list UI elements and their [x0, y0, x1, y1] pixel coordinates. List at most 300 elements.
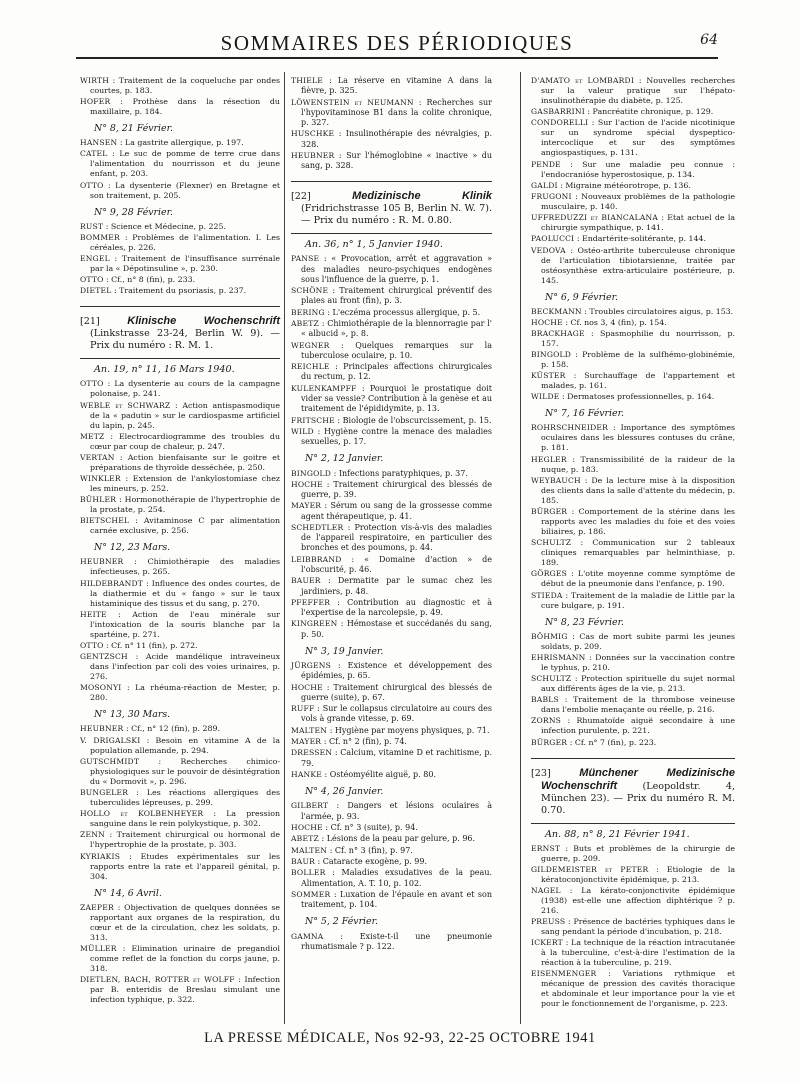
article-entry	[291, 427, 492, 447]
journal-section	[531, 758, 735, 824]
article-title: : Les réactions allergiques des tuberculides lépreuses, p. 299.	[90, 787, 280, 807]
article-entry	[531, 865, 735, 885]
article-author: REICHLE	[291, 362, 330, 372]
article-author: SCHÖNE	[291, 286, 329, 296]
issue-heading: N° 2, 12 Janvier.	[305, 453, 384, 465]
article-author: HEITE	[80, 609, 107, 619]
article-author: HEUBNER	[80, 724, 124, 734]
article-author: GÖRGES	[531, 569, 568, 579]
article-author: PAOLUCCI	[531, 234, 575, 244]
journal-section	[80, 306, 280, 359]
article-author: THIELE	[291, 76, 324, 85]
article-title: : Chimiothérapie des maladies infectieuses, p. 265.	[90, 557, 280, 577]
article-entry	[291, 834, 492, 844]
article-author: HANSEN	[80, 138, 118, 148]
article-title: : Besoin en vitamine A de la population allemande, p. 294.	[90, 735, 280, 755]
article-title: : Etiologie de la kératoconjonctivite épidémique, p. 213.	[541, 864, 735, 884]
article-author: WEYBAUCH	[531, 475, 581, 485]
article-entry	[291, 576, 492, 596]
article-title: : Comportement de la stérine dans les rapports avec les maladies du foie et des voies biliaires, p. 186.	[541, 507, 735, 536]
article-entry	[291, 480, 492, 500]
article-title: : Existence et développement des épidémies, p. 65.	[301, 661, 492, 681]
article-title: : Insulinothérapie des névralgies, p. 328.	[301, 129, 492, 149]
article-author: ZORNS	[531, 716, 562, 726]
article-author: WEGNER	[291, 340, 330, 350]
article-author: UFFREDUZZI et BIANCALANA	[531, 213, 659, 223]
article-entry	[531, 507, 735, 537]
article-author: SCHULTZ	[531, 673, 572, 683]
article-title: : Problème de la sulfhémo-globinémie, p. 158.	[541, 350, 736, 370]
article-entry	[531, 738, 735, 748]
article-author: BOLLER	[291, 868, 326, 878]
article-entry	[80, 495, 280, 515]
header-rule	[76, 57, 718, 59]
article-title: : Science et Médecine, p. 225.	[105, 221, 226, 231]
article-entry	[531, 350, 735, 370]
article-entry	[80, 453, 280, 473]
article-entry	[80, 610, 280, 640]
column-divider	[520, 72, 521, 1024]
article-entry	[531, 886, 735, 916]
article-entry	[80, 97, 280, 117]
article-author: RUFF	[291, 704, 315, 714]
article-entry	[531, 213, 735, 233]
article-title: : Electrocardiogramme des troubles du cœur par coup de chaleur, p. 247.	[90, 431, 280, 451]
article-entry	[291, 823, 492, 833]
article-entry	[531, 844, 735, 864]
article-author: BERING	[291, 307, 325, 317]
article-author: ZAEPER	[80, 902, 114, 912]
journal-name: Medizinische Klinik	[352, 190, 492, 203]
article-entry	[291, 868, 492, 888]
article-entry	[291, 362, 492, 382]
article-author: SCHEDTLER	[291, 523, 344, 532]
article-author: RUST	[80, 221, 104, 231]
article-author: ERNST	[531, 843, 561, 853]
article-entry	[531, 938, 735, 968]
article-title: : Protection spirituelle du sujet normal aux différents âges de la vie, p. 213.	[541, 673, 735, 693]
article-entry	[80, 830, 280, 850]
article-title: : Dermatoses professionnelles, p. 164.	[561, 392, 715, 402]
article-title: : Cf. n° 7 (fin), p. 223.	[569, 737, 657, 747]
article-entry	[531, 318, 735, 328]
article-author: LEIBBRAND	[291, 554, 342, 564]
article-entry	[531, 160, 735, 180]
journal-heading	[531, 767, 735, 817]
article-entry	[531, 246, 735, 286]
article-author: BECKMANN	[531, 306, 582, 316]
article-entry	[291, 619, 492, 639]
article-title: : Recherches chimico-physiologiques sur le pouvoir de désintégration du « Dormovit », p. 296.	[90, 756, 280, 786]
article-author: HEGLER	[531, 454, 567, 464]
article-title: : Dermatite par le sumac chez les jardiniers, p. 48.	[301, 576, 493, 596]
article-author: MÜLLER	[80, 943, 117, 953]
page-number: 64	[700, 32, 718, 48]
article-author: BÖHMIG	[531, 631, 568, 641]
article-author: PANSE	[291, 254, 320, 264]
journal-details: (Leopoldstr. 4, München 23). — Prix du numéro R. M. 0.70.	[541, 780, 735, 816]
article-title: : Présence de bactéries typhiques dans le sang pendant la période d'incubation, p. 218.	[541, 917, 736, 937]
article-entry	[80, 788, 280, 808]
article-author: GILBERT	[291, 801, 329, 811]
article-entry	[291, 98, 492, 129]
article-entry	[291, 555, 492, 575]
article-author: GAMNA	[291, 931, 324, 941]
article-title: : Problèmes de l'alimentation. I. Les céréales, p. 226.	[90, 232, 281, 252]
journal-heading	[291, 190, 492, 227]
article-author: CONDORELLI	[531, 118, 589, 128]
article-author: KINGREEN	[291, 619, 338, 629]
issue-heading: N° 3, 19 Janvier.	[305, 645, 384, 657]
article-entry	[80, 683, 280, 703]
article-author: BIETSCHEL	[80, 516, 130, 526]
article-entry	[531, 234, 735, 244]
article-title: : Lésions de la peau par gelure, p. 96.	[321, 834, 476, 844]
article-entry	[531, 632, 735, 652]
column-2	[291, 76, 492, 953]
article-entry	[531, 455, 735, 475]
article-entry	[80, 975, 280, 1005]
article-entry	[291, 254, 492, 285]
article-author: HOFER	[80, 97, 111, 107]
article-title: : Action antispasmodique de la « padutin » sur le cardiospasme artificiel du lapin, p. 245.	[90, 400, 280, 430]
article-author: KULENKAMPFF	[291, 383, 357, 393]
article-title: : Cf., n° 12 (fin), p. 289.	[125, 724, 220, 734]
article-author: MALTEN	[291, 845, 328, 855]
article-title: : « Domaine d'action » de l'obscurité, p. 46.	[301, 554, 493, 574]
article-entry	[531, 917, 735, 937]
article-title: : Hémostase et succédanés du sang, p. 50.	[301, 619, 493, 639]
article-author: KÜSTER	[531, 371, 566, 381]
article-author: METZ	[80, 431, 105, 441]
article-title: : Hygiène par moyens physiques, p. 71.	[329, 725, 490, 735]
article-title: : Traitement chirurgical des blessés de guerre (suite), p. 67.	[301, 682, 493, 702]
article-title: : Traitement chirurgical des blessés de guerre, p. 39.	[301, 479, 493, 500]
article-entry	[291, 76, 492, 96]
article-entry	[291, 661, 492, 681]
article-entry	[80, 852, 280, 882]
article-author: DIETEL	[80, 286, 112, 296]
column-3	[531, 76, 735, 1011]
issue-heading: An. 36, n° 1, 5 Janvier 1940.	[305, 239, 443, 251]
article-title: : Etudes expérimentales sur les rapports entre la rate et l'appareil génital, p. 304.	[90, 851, 280, 881]
article-title: : La rhéuma-réaction de Mester, p. 280.	[90, 683, 280, 703]
article-entry	[291, 151, 492, 171]
article-title: : Le suc de pomme de terre crue dans l'alimentation du nourrisson et du jeune enfant, p. 203.	[90, 149, 281, 179]
article-entry	[291, 737, 492, 747]
article-author: WILDE	[531, 392, 560, 402]
article-author: BABLS	[531, 695, 559, 705]
article-author: OTTO	[80, 641, 104, 650]
article-title: : Sur l'hémoglobine « inactive » du sang, p. 328.	[301, 150, 492, 171]
article-title: : Surchauffage de l'appartement et malades, p. 161.	[541, 371, 735, 391]
journal-heading	[80, 315, 280, 352]
article-entry	[80, 809, 280, 829]
article-author: ABETZ	[291, 319, 319, 329]
article-entry	[80, 903, 280, 943]
article-entry	[291, 501, 492, 521]
article-entry	[80, 149, 280, 179]
article-entry	[531, 371, 735, 391]
page-footer: LA PRESSE MÉDICALE, Nos 92-93, 22-25 OCTOBRE 1941	[204, 1030, 596, 1046]
article-title: : Transmissibilité de la raideur de la nuque, p. 183.	[541, 454, 735, 474]
article-author: HUSCHKE	[291, 129, 335, 139]
journal-number: [23]	[531, 767, 551, 779]
article-author: GILDEMEISTER et PETER	[531, 864, 649, 874]
article-title: : Cf., n° 8 (fin), p. 233.	[106, 275, 196, 285]
article-title: : Chimiothérapie de la blennorragie par l' « albucid », p. 8.	[301, 319, 492, 339]
article-title: : Cf. n° 3 (suite), p. 94.	[325, 822, 418, 832]
journal-details: (Linkstrasse 23-24, Berlin W. 9). — Prix du numéro : R. M. 1.	[90, 328, 280, 352]
article-title: : Contribution au diagnostic et à l'expertise de la narcolepsie, p. 49.	[301, 597, 492, 618]
article-title: : Ostéomyélite aiguë, p. 80.	[324, 770, 436, 779]
article-title: : Maladies exsudatives de la peau. Alimentation, A. T. 10, p. 102.	[301, 868, 493, 888]
article-title: : Biologie de l'obscurcissement, p. 15.	[337, 415, 492, 425]
article-title: : Sur l'action de l'acide nicotinique sur un syndrome spécial dyspeptico-intercoclique et sur des symptômes angiospastiques, p. 131.	[541, 118, 735, 158]
article-title: : Traitement de la coqueluche par ondes courtes, p. 183.	[90, 76, 280, 95]
article-entry	[291, 726, 492, 736]
article-entry	[531, 423, 735, 453]
article-entry	[291, 416, 492, 426]
article-entry	[291, 704, 492, 724]
article-title: : Dangers et lésions oculaires à l'armée, p. 93.	[301, 801, 493, 821]
article-entry	[80, 724, 280, 734]
article-title: : Endartérite-solitérante, p. 144.	[576, 234, 707, 244]
article-entry	[291, 129, 492, 149]
article-author: NAGEL	[531, 885, 561, 895]
article-author: HANKE	[291, 770, 322, 779]
article-author: VEDOVA	[531, 245, 566, 255]
article-author: GUTSCHMIDT	[80, 756, 140, 766]
article-author: PFEFFER	[291, 597, 331, 607]
journal-details: (Fridrichstrasse 105 B, Berlin N. W. 7). — Prix du numéro : R. M. 0.80.	[301, 203, 492, 227]
article-author: ROHRSCHNEIDER	[531, 423, 609, 433]
article-entry	[291, 846, 492, 856]
article-entry	[531, 653, 735, 673]
issue-heading: N° 6, 9 Février.	[545, 291, 619, 303]
article-title: : Traitement de la maladie de Little par la cure bulgare, p. 191.	[541, 590, 735, 610]
article-title: : Avitaminose C par alimentation carnée exclusive, p. 256.	[90, 516, 281, 536]
issue-heading: N° 7, 16 Février.	[545, 408, 624, 420]
article-author: EHRISMANN	[531, 652, 586, 662]
article-author: BINGOLD	[531, 350, 572, 360]
issue-heading: N° 4, 26 Janvier.	[305, 786, 384, 798]
issue-heading: N° 13, 30 Mars.	[94, 709, 171, 721]
article-author: HOCHE	[291, 479, 323, 489]
article-author: BUNGELER	[80, 787, 129, 797]
article-author: PENDE	[531, 159, 561, 169]
article-author: MAYER	[291, 501, 322, 511]
article-entry	[80, 516, 280, 536]
article-author: BAUR	[291, 857, 315, 867]
article-title: : Extension de l'ankylostomiase chez les mineurs, p. 252.	[90, 474, 280, 494]
article-entry	[80, 641, 280, 651]
article-title: : Quelques remarques sur la tuberculose oculaire, p. 10.	[301, 340, 492, 360]
article-entry	[531, 76, 735, 106]
article-author: ICKERT	[531, 938, 563, 948]
article-author: SOMMER	[291, 890, 331, 899]
article-author: JÜRGENS	[291, 661, 332, 670]
article-title: : Cf. n° 3 (fin), p. 97.	[329, 845, 413, 855]
article-entry	[80, 736, 280, 756]
article-title: : Prothèse dans la résection du maxillaire, p. 184.	[90, 97, 280, 117]
article-author: OTTO	[80, 379, 104, 389]
article-entry	[291, 308, 492, 318]
article-title: : Traitement du psoriasis, p. 237.	[113, 286, 247, 296]
article-author: CATEL	[80, 149, 108, 159]
article-author: ZENN	[80, 830, 105, 840]
article-title: : Existe-t-il une pneumonie rhumatismale ? p. 122.	[301, 931, 493, 951]
column-divider	[284, 72, 285, 1024]
article-title: : La technique de la réaction intracutanée à la tuberculine, c'est-à-dire l'estimation de la réaction à la tuberculine, p. 219.	[541, 938, 735, 968]
issue-heading: N° 5, 2 Février.	[305, 916, 379, 928]
article-entry	[80, 379, 280, 399]
article-title: : Nouvelles recherches sur la valeur pratique sur l'hépato-insulinothérapie du diabète, p. 125.	[541, 76, 735, 105]
article-entry	[531, 569, 735, 589]
article-author: GENTZSCH	[80, 652, 128, 662]
article-author: MALTEN	[291, 725, 328, 735]
article-title: : La dysenterie (Flexner) en Bretagne et son traitement, p. 205.	[90, 180, 281, 200]
column-1	[80, 76, 280, 1006]
article-entry	[80, 432, 280, 452]
article-title: : La réserve en vitamine A dans la fièvre, p. 325.	[301, 76, 492, 96]
article-author: BAUER	[291, 576, 321, 586]
article-title: : Acide mandélique intraveineux dans l'infection par coli des voies urinaires, p. 276.	[90, 652, 280, 682]
article-entry	[531, 192, 735, 212]
article-author: LÖWENSTEIN et NEUMANN	[291, 97, 414, 107]
article-entry	[291, 683, 492, 703]
article-title: : Traitement chirurgical ou hormonal de l'hypertrophie de la prostate, p. 303.	[90, 830, 280, 850]
article-entry	[531, 716, 735, 736]
journal-number: [21]	[80, 316, 100, 328]
article-entry	[291, 932, 492, 952]
article-title: : Objectivation de quelques données se rapportant aux organes de la respiration, du cœur et de la circulation, chez les soldats, p. 313.	[90, 902, 280, 942]
issue-heading: An. 88, n° 8, 21 Février 1941.	[545, 828, 690, 840]
article-title: : Action de l'eau minérale sur l'intoxication de la souris blanche par la spartéine, p. 271.	[90, 609, 280, 639]
article-entry	[80, 401, 280, 431]
article-author: HOLLO et KOLBENHEYER	[80, 809, 204, 819]
article-title: : Importance des symptômes oculaires dans les blessures contuses du crâne, p. 181.	[541, 423, 736, 453]
article-author: BÜRGER	[531, 507, 568, 516]
issue-heading: N° 9, 28 Février.	[94, 206, 173, 218]
issue-heading: An. 19, n° 11, 16 Mars 1940.	[94, 364, 235, 376]
article-title: : Traitement de la thrombose veineuse dans l'embolie menaçante ou réelle, p. 216.	[541, 695, 735, 715]
article-title: : Variations rythmique et mécanique de pression des cavités thoracique et abdominale et leur importance pour la vie et pour le fonctionnement de l'organisme, p. 223.	[541, 969, 735, 1009]
article-entry	[80, 76, 280, 96]
article-author: ABETZ	[291, 834, 319, 844]
article-author: VERTAN	[80, 452, 115, 462]
article-entry	[291, 857, 492, 867]
article-title: : « Provocation, arrêt et aggravation » des maladies neuro-psychiques endogènes sous l'influence de la guerre, p. 1.	[301, 254, 492, 284]
article-entry	[80, 579, 280, 609]
article-entry	[531, 118, 735, 158]
article-title: : Sérum ou sang de la grossesse comme agent thérapeutique, p. 41.	[301, 501, 492, 521]
article-author: EISENMENGER	[531, 969, 597, 979]
article-author: DRESSEN	[291, 748, 333, 758]
article-title: : Pourquoi le prostatique doit vider sa vessie? Contribution à la genèse et au traitement de l'épididymite, p. 13.	[301, 383, 492, 414]
issue-heading: N° 8, 23 Février.	[545, 616, 624, 628]
article-entry	[80, 286, 280, 296]
article-author: DIETLEN, BACH, ROTTER et WOLFF	[80, 974, 235, 984]
article-title: : Action bienfaisante sur le goitre et préparations de thyroïde desséchée, p. 250.	[90, 452, 280, 472]
article-title: : Pancréatite chronique, p. 129.	[587, 107, 714, 117]
page-title: SOMMAIRES DES PÉRIODIQUES	[220, 31, 574, 55]
article-author: D'AMATO et LOMBARDI	[531, 76, 635, 85]
article-author: BINGOLD	[291, 468, 332, 478]
article-entry	[531, 695, 735, 715]
article-title: : Cf. nos 3, 4 (fin), p. 154.	[565, 317, 667, 327]
article-author: BÜRGER	[531, 737, 568, 747]
article-title: : Principales affections chirurgicales du rectum, p. 12.	[301, 362, 493, 382]
article-author: ENGEL	[80, 253, 110, 263]
article-title: : Hygiène contre la menace des maladies sexuelles, p. 17.	[301, 426, 493, 447]
article-entry	[80, 138, 280, 148]
article-title: : Sur une maladie peu connue : l'endocranióse hyperostosique, p. 134.	[541, 159, 735, 179]
article-entry	[80, 233, 280, 253]
article-entry	[80, 275, 280, 285]
article-author: WINKLER	[80, 474, 121, 484]
article-entry	[291, 523, 492, 554]
article-author: PREUSS	[531, 917, 566, 927]
article-entry	[291, 469, 492, 479]
article-title: : Sur le collapsus circulatoire au cours des vols à grande vitesse, p. 69.	[301, 704, 492, 724]
article-author: V. DRIGALSKI	[80, 735, 141, 745]
article-title: : Nouveaux problèmes de la pathologie musculaire, p. 140.	[541, 191, 735, 211]
article-entry	[531, 538, 735, 568]
article-title: : Etat actuel de la chirurgie sympathique, p. 141.	[541, 213, 736, 233]
article-title: : Données sur la vaccination contre le typhus, p. 210.	[541, 652, 735, 672]
article-author: FRITSCHE	[291, 415, 335, 425]
article-author: WEBLE et SCHWARZ	[80, 400, 171, 410]
article-author: HOCHE	[531, 317, 563, 327]
article-author: HEUBNER	[291, 150, 335, 160]
article-title: : Infections paratyphiques, p. 37.	[333, 468, 468, 478]
article-title: : Calcium, vitamine D et rachitisme, p. 79.	[301, 748, 492, 768]
article-title: : Ostéo-arthrite tuberculeuse chronique de l'articulation tibiotarsienne, traitée par ostéosynthèse extra-articulaire postérieure, p. 145.	[541, 245, 735, 285]
journal-name: Münchener Medizinische Wochenschrift	[541, 766, 735, 792]
article-entry	[291, 341, 492, 361]
article-author: STIEDA	[531, 590, 563, 600]
article-title: : Buts et problèmes de la chirurgie de guerre, p. 209.	[541, 843, 735, 863]
article-title: : Cas de mort subite parmi les jeunes soldats, p. 209.	[541, 631, 735, 651]
issue-heading: N° 8, 21 Février.	[94, 123, 173, 135]
article-author: HILDEBRANDT	[80, 578, 144, 588]
article-entry	[291, 384, 492, 415]
article-entry	[291, 801, 492, 821]
article-title: : De la lecture mise à la disposition des clients dans la salle d'attente du médecin, p. 185.	[541, 475, 735, 505]
article-entry	[531, 392, 735, 402]
article-author: FRUGONI	[531, 191, 572, 201]
article-author: KYRIAKIS	[80, 851, 121, 861]
article-entry	[291, 598, 492, 618]
article-title: : Cf. n° 2 (fin), p. 74.	[323, 737, 407, 747]
article-author: SCHULTZ	[531, 538, 572, 548]
article-entry	[291, 319, 492, 339]
article-entry	[80, 652, 280, 682]
article-entry	[291, 286, 492, 306]
article-entry	[80, 944, 280, 974]
article-title: : Cf. n° 11 (fin), p. 272.	[106, 641, 198, 650]
article-title: : Spasmophilie du nourrisson, p. 157.	[541, 328, 735, 348]
article-author: HOCHE	[291, 682, 323, 692]
article-entry	[531, 181, 735, 191]
article-entry	[80, 474, 280, 494]
article-author: MAYER	[291, 737, 322, 747]
article-entry	[291, 770, 492, 780]
article-author: HOCHE	[291, 822, 323, 832]
article-entry	[531, 674, 735, 694]
article-title: : Communication sur 2 tableaux cliniques remarquables par helminthiase, p. 189.	[541, 538, 735, 568]
